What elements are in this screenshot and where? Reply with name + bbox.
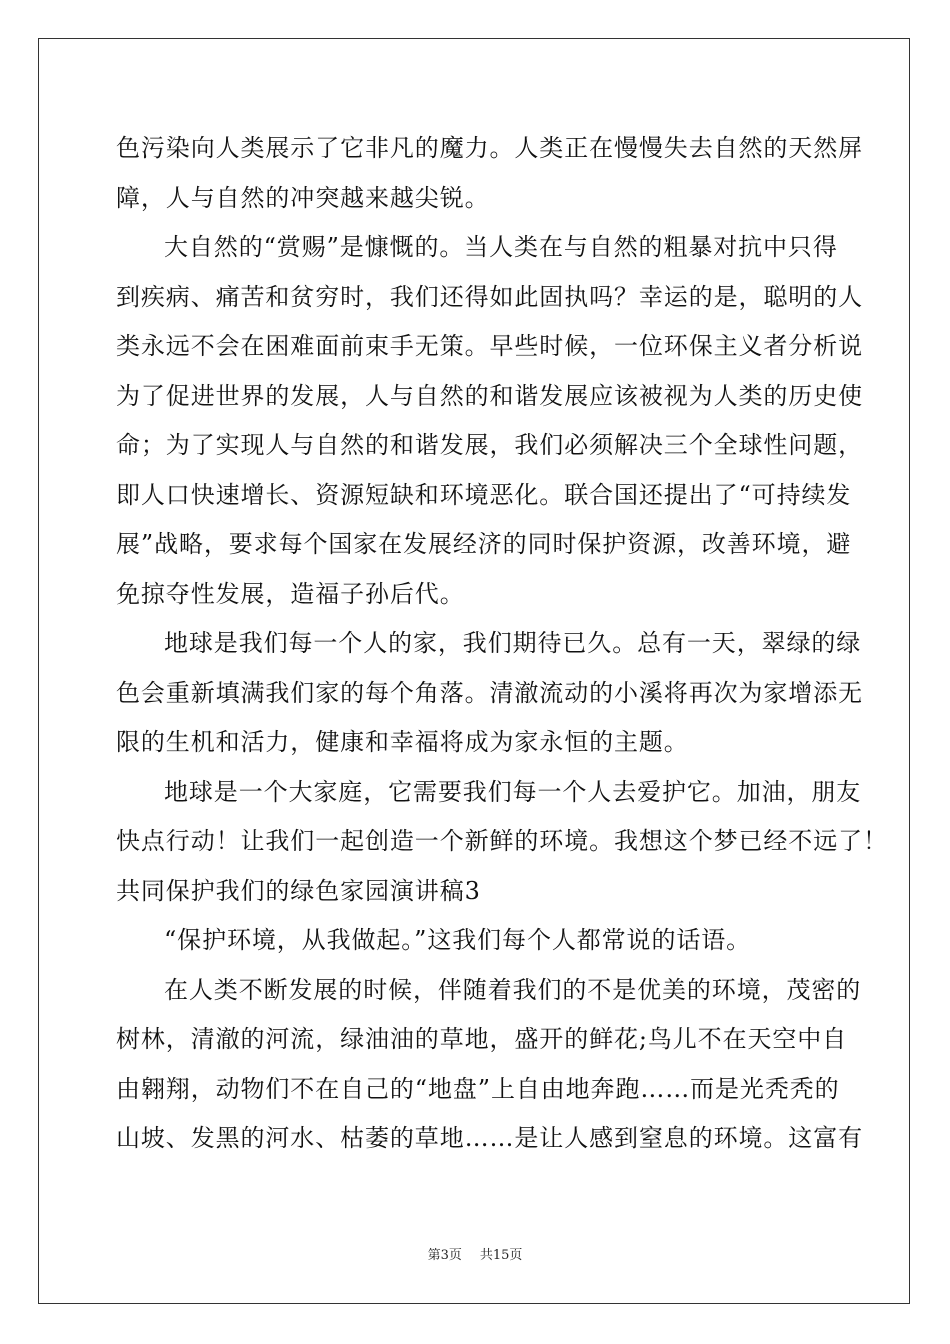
text-line-17: “保护环境，从我做起。”这我们每个人都常说的话语。 [164,926,752,954]
page-footer [0,1244,950,1263]
text-line-9: 展”战略，要求每个国家在发展经济的同时保护资源，改善环境，避 [116,530,852,558]
text-line-14: 地球是一个大家庭，它需要我们每一个人去爱护它。加油，朋友 [164,777,862,806]
text-line-4: 到疾病、痛苦和贫穷时，我们还得如此固执吗？幸运的是，聪明的人 [116,282,863,311]
document-body [116,124,888,1164]
text-line-12: 色会重新填满我们家的每个角落。清澈流动的小溪将再次为家增添无 [116,678,863,707]
section-heading: 共同保护我们的绿色家园演讲稿3 [116,876,481,905]
text-line-18: 在人类不断发展的时候，伴随着我们的不是优美的环境，茂密的 [164,975,862,1004]
page-total: 共15页 [479,1248,523,1263]
text-line-19: 树林，清澈的河流，绿油油的草地，盛开的鲜花;鸟儿不在天空中自 [116,1025,848,1053]
text-line-13: 限的生机和活力，健康和幸福将成为家永恒的主题。 [116,728,689,756]
text-line-11: 地球是我们每一个人的家，我们期待已久。总有一天，翠绿的绿 [164,629,862,657]
text-line-6: 为了促进世界的发展，人与自然的和谐发展应该被视为人类的历史使 [116,381,863,410]
text-line-15: 快点行动！让我们一起创造一个新鲜的环境。我想这个梦已经不远了！ [116,827,888,855]
text-line-21: 山坡、发黑的河水、枯萎的草地……是让人感到窒息的环境。这富有 [116,1124,863,1152]
text-line-2: 障，人与自然的冲突越来越尖锐。 [116,183,490,212]
text-line-20: 由翱翔，动物们不在自己的“地盘”上自由地奔跑……而是光秃秃的 [116,1074,840,1103]
text-line-7: 命；为了实现人与自然的和谐发展，我们必须解决三个全球性问题， [116,431,863,459]
text-line-1: 色污染向人类展示了它非凡的魔力。人类正在慢慢失去自然的天然屏 [116,134,863,162]
text-line-3: 大自然的“赏赐”是慷慨的。当人类在与自然的粗暴对抗中只得 [164,233,838,261]
page-number: 第3页 [427,1248,462,1263]
text-line-10: 免掠夺性发展，造福子孙后代。 [116,579,465,608]
text-line-8: 即人口快速增长、资源短缺和环境恶化。联合国还提出了“可持续发 [116,480,852,509]
text-line-5: 类永远不会在困难面前束手无策。早些时候，一位环保主义者分析说 [116,332,863,360]
